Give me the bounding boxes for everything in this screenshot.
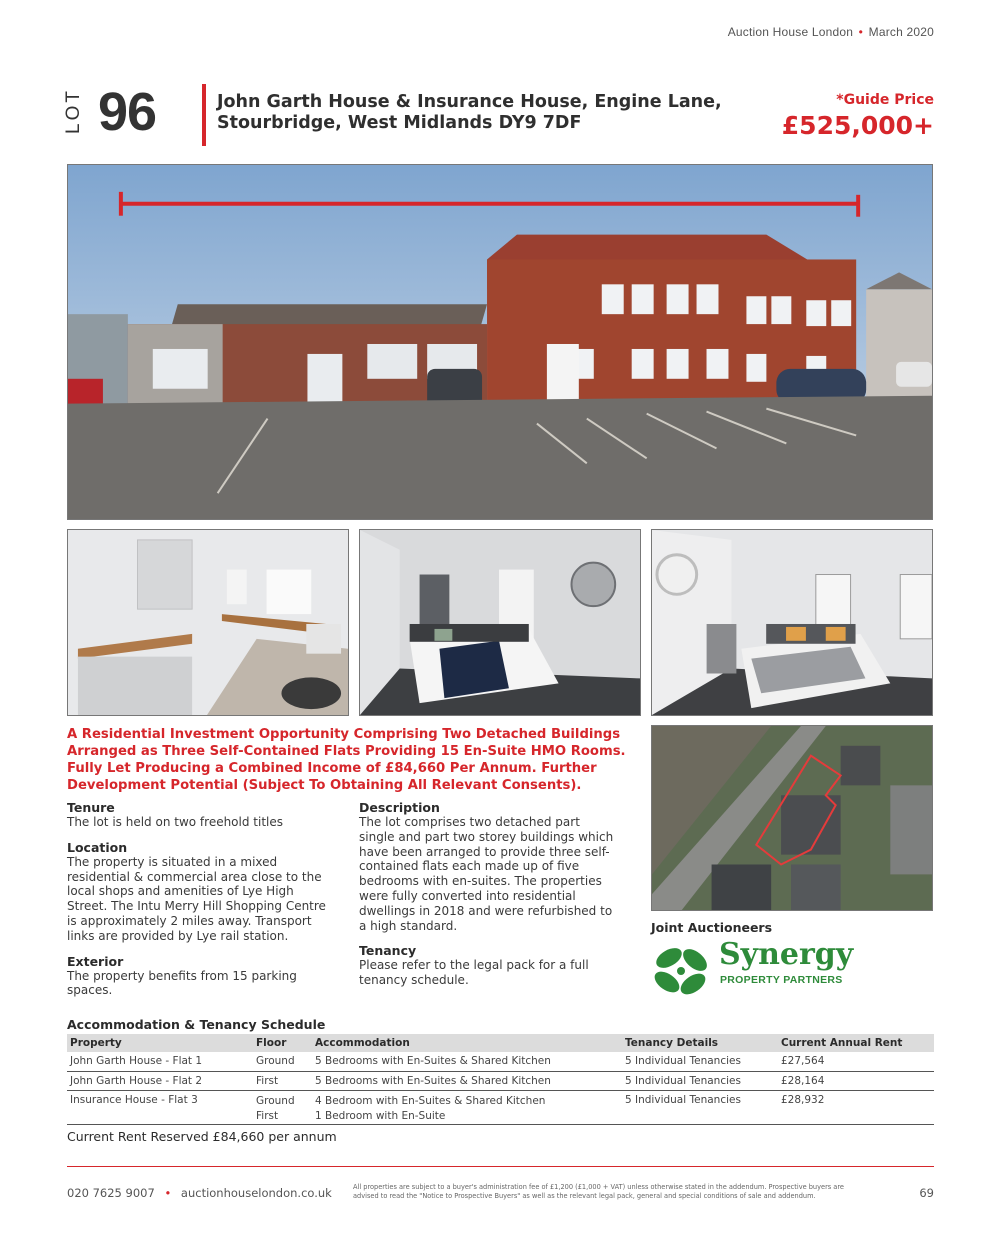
description-text: The lot comprises two detached part single and part two storey buildings which have been arranged to provide three self-contained flats each made up of five bedrooms with en-suites. The properties were fully converted into residential dwellings in 2018 and were refurbished to a high standard. [359,815,614,933]
cell-tenancy: 5 Individual Tenancies [622,1071,778,1090]
table-row [67,1052,934,1071]
bullet-dot: • [858,25,864,39]
aerial-map-illustration [652,726,932,910]
lot-label-text: LOT [63,88,84,134]
bedroom-illustration [360,530,640,715]
title-divider [202,84,206,146]
exterior-illustration [68,165,932,519]
cell-property: John Garth House - Flat 1 [67,1052,253,1071]
main-photo-exterior [67,164,933,520]
synergy-wordmark: Synergy [719,937,854,972]
publisher-name: Auction House London [727,25,854,39]
table-row [67,1090,934,1124]
col-header-accommodation: Accommodation [312,1034,622,1052]
synergy-subtitle: PROPERTY PARTNERS [720,974,843,986]
address-line-1: John Garth House & Insurance House, Engine Lane, [217,92,722,112]
middle-column [359,800,619,988]
bedroom-illustration [652,530,932,715]
kitchen-illustration [68,530,348,715]
page-number: 69 [919,1186,934,1200]
col-header-property: Property [67,1034,253,1052]
cell-rent: £27,564 [778,1052,934,1071]
issue-date: March 2020 [868,25,934,39]
accommodation-line: 1 Bedroom with En-Suite [315,1109,446,1122]
photo-bedroom-2 [651,529,933,716]
cell-accommodation [312,1090,622,1124]
photo-bedroom-1 [359,529,641,716]
table-row [67,1071,934,1090]
bullet-dot: • [164,1186,172,1200]
tenancy-schedule-table [67,1034,934,1125]
left-column [67,800,327,998]
location-text: The property is situated in a mixed residential & commercial area close to the local shops and amenities of Lye High Street. The Intu Merry Hill Shopping Centre is approximately 2 miles away. Transport links are provided by Lye rail station. [67,854,326,943]
cell-tenancy: 5 Individual Tenancies [622,1090,778,1124]
lot-number: 96 [98,82,157,142]
accommodation-line: 4 Bedroom with En-Suites & Shared Kitchen [315,1094,546,1107]
description-heading: Description [359,800,440,815]
address-line-2: Stourbridge, West Midlands DY9 7DF [217,113,582,133]
footer-phone: 020 7625 9007 [67,1186,155,1200]
tenure-text: The lot is held on two freehold titles [67,815,284,829]
guide-price: £525,000+ [781,111,934,140]
col-header-floor: Floor [253,1034,312,1052]
footer-contact [67,1186,332,1200]
footer-disclaimer: All properties are subject to a buyer's administration fee of £1,200 (£1,000 + VAT) unless otherwise stated in the addendum. Prospective buyers are advised to read the "Notice to Prospective Buyers" as well as the relevant legal pack, general and special conditions of sale and addendum. [353,1183,844,1200]
cell-property: Insurance House - Flat 3 [67,1090,253,1124]
tenancy-heading: Tenancy [359,943,417,959]
photo-kitchen [67,529,349,716]
joint-auctioneers-label: Joint Auctioneers [651,920,773,935]
location-heading: Location [67,839,128,855]
tenure-heading: Tenure [67,800,115,815]
cell-property: John Garth House - Flat 2 [67,1071,253,1090]
guide-price-label: *Guide Price [836,92,934,108]
cell-floor [253,1090,312,1124]
col-header-tenancy: Tenancy Details [622,1034,778,1052]
cell-accommodation: 5 Bedrooms with En-Suites & Shared Kitchen [312,1071,622,1090]
cell-accommodation: 5 Bedrooms with En-Suites & Shared Kitchen [312,1052,622,1071]
total-rent: Current Rent Reserved £84,660 per annum [67,1129,337,1144]
cell-tenancy: 5 Individual Tenancies [622,1052,778,1071]
lead-summary: A Residential Investment Opportunity Comprising Two Detached Buildings Arranged as Three Self-Contained Flats Providing 15 En-Suite HMO Rooms. Fully Let Producing a Combined Income of £84,660 Per Annum. Further Development Potential (Subject To Obtaining All Relevant Consents). [67,727,626,793]
cell-floor: Ground [253,1052,312,1071]
schedule-title: Accommodation & Tenancy Schedule [67,1017,326,1032]
footer-divider [67,1166,934,1167]
footer-website: auctionhouselondon.co.uk [180,1186,332,1200]
exterior-text: The property benefits from 15 parking spaces. [67,968,297,998]
tenancy-text: Please refer to the legal pack for a full tenancy schedule. [359,958,589,988]
photo-aerial-map [651,725,933,911]
cell-floor: First [253,1071,312,1090]
floor-line: First [256,1109,279,1122]
table-header-row [67,1034,934,1052]
exterior-heading: Exterior [67,953,124,969]
cell-rent: £28,164 [778,1071,934,1090]
floor-line: Ground [256,1094,295,1107]
property-address [217,92,757,134]
cell-rent: £28,932 [778,1090,934,1124]
lot-label [63,88,97,134]
running-head [728,25,934,39]
col-header-rent: Current Annual Rent [778,1034,934,1052]
